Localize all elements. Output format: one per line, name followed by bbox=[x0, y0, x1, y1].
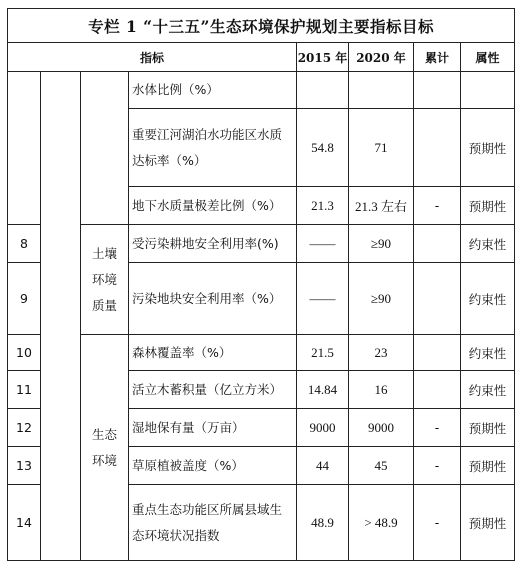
category-eco bbox=[81, 335, 129, 561]
header-indicator: 指标 bbox=[8, 43, 297, 72]
value-attribute: 预期性 bbox=[461, 447, 515, 485]
indicator-name-line: 重要江河湖泊水功能区水质 bbox=[132, 126, 283, 142]
table-title: 专栏 1 “十三五”生态环境保护规划主要指标目标 bbox=[8, 9, 515, 43]
value-attribute: 约束性 bbox=[461, 335, 515, 371]
value-cumulative bbox=[414, 263, 461, 335]
value-cumulative: - bbox=[414, 187, 461, 225]
row-number: 12 bbox=[8, 409, 41, 447]
value-attribute: 预期性 bbox=[461, 409, 515, 447]
category-line: 环境 bbox=[91, 452, 117, 468]
value-attribute: 预期性 bbox=[461, 187, 515, 225]
value-cumulative bbox=[414, 335, 461, 371]
value-cumulative: - bbox=[414, 485, 461, 561]
indicator-name bbox=[129, 485, 297, 561]
header-row bbox=[8, 43, 515, 72]
value-cumulative bbox=[414, 109, 461, 187]
value-2020: 45 bbox=[349, 447, 414, 485]
indicator-name: 受污染耕地安全利用率(%) bbox=[129, 225, 297, 263]
value-2020: 9000 bbox=[349, 409, 414, 447]
value-2015: 21.3 bbox=[297, 187, 349, 225]
indicator-table bbox=[7, 8, 515, 561]
indicator-name: 草原植被盖度（%） bbox=[129, 447, 297, 485]
indicator-name: 活立木蓄积量（亿立方米） bbox=[129, 371, 297, 409]
value-cumulative bbox=[414, 72, 461, 109]
indicator-name-line: 重点生态功能区所属县域生 bbox=[132, 501, 283, 517]
value-2020: 23 bbox=[349, 335, 414, 371]
category-line: 生态 bbox=[91, 426, 117, 442]
row-number: 10 bbox=[8, 335, 41, 371]
row-number: 13 bbox=[8, 447, 41, 485]
value-2015: —— bbox=[297, 225, 349, 263]
value-attribute: 预期性 bbox=[461, 485, 515, 561]
value-cumulative bbox=[414, 371, 461, 409]
value-2020: ≥90 bbox=[349, 225, 414, 263]
category-line: 土壤 bbox=[91, 245, 117, 261]
table-row bbox=[8, 225, 515, 263]
value-2015: 21.5 bbox=[297, 335, 349, 371]
indicator-name: 湿地保有量（万亩） bbox=[129, 409, 297, 447]
indicator-name: 水体比例（%） bbox=[129, 72, 297, 109]
table-row bbox=[8, 335, 515, 371]
category-line: 环境 bbox=[91, 271, 117, 287]
value-2015: 54.8 bbox=[297, 109, 349, 187]
value-2015: —— bbox=[297, 263, 349, 335]
category-water bbox=[81, 72, 129, 225]
indicator-name bbox=[129, 109, 297, 187]
indicator-name-line: 态环境状况指数 bbox=[132, 527, 220, 543]
category-line: 质量 bbox=[91, 297, 117, 313]
value-2020: 16 bbox=[349, 371, 414, 409]
value-2015 bbox=[297, 72, 349, 109]
value-attribute bbox=[461, 72, 515, 109]
value-2015: 14.84 bbox=[297, 371, 349, 409]
category-soil bbox=[81, 225, 129, 335]
value-attribute: 预期性 bbox=[461, 109, 515, 187]
value-attribute: 约束性 bbox=[461, 371, 515, 409]
indicator-name-line: 达标率（%） bbox=[132, 152, 207, 168]
value-2020: ≥90 bbox=[349, 263, 414, 335]
row-number-blank bbox=[8, 72, 41, 225]
group-column bbox=[41, 72, 81, 561]
indicator-name: 森林覆盖率（%） bbox=[129, 335, 297, 371]
row-number: 11 bbox=[8, 371, 41, 409]
value-2015: 48.9 bbox=[297, 485, 349, 561]
value-cumulative: - bbox=[414, 409, 461, 447]
value-2020: 21.3 左右 bbox=[349, 187, 414, 225]
indicator-name: 地下水质量极差比例（%） bbox=[129, 187, 297, 225]
value-2020 bbox=[349, 72, 414, 109]
indicator-name: 污染地块安全利用率（%） bbox=[129, 263, 297, 335]
value-2015: 44 bbox=[297, 447, 349, 485]
value-2015: 9000 bbox=[297, 409, 349, 447]
value-2020: 71 bbox=[349, 109, 414, 187]
row-number: 8 bbox=[8, 225, 41, 263]
table-row bbox=[8, 72, 515, 109]
header-2015: 2015 年 bbox=[297, 43, 349, 72]
header-2020: 2020 年 bbox=[349, 43, 414, 72]
value-2020: > 48.9 bbox=[349, 485, 414, 561]
value-cumulative bbox=[414, 225, 461, 263]
header-attribute: 属性 bbox=[461, 43, 515, 72]
value-cumulative: - bbox=[414, 447, 461, 485]
value-attribute: 约束性 bbox=[461, 263, 515, 335]
header-cumulative: 累计 bbox=[414, 43, 461, 72]
row-number: 9 bbox=[8, 263, 41, 335]
value-attribute: 约束性 bbox=[461, 225, 515, 263]
row-number: 14 bbox=[8, 485, 41, 561]
